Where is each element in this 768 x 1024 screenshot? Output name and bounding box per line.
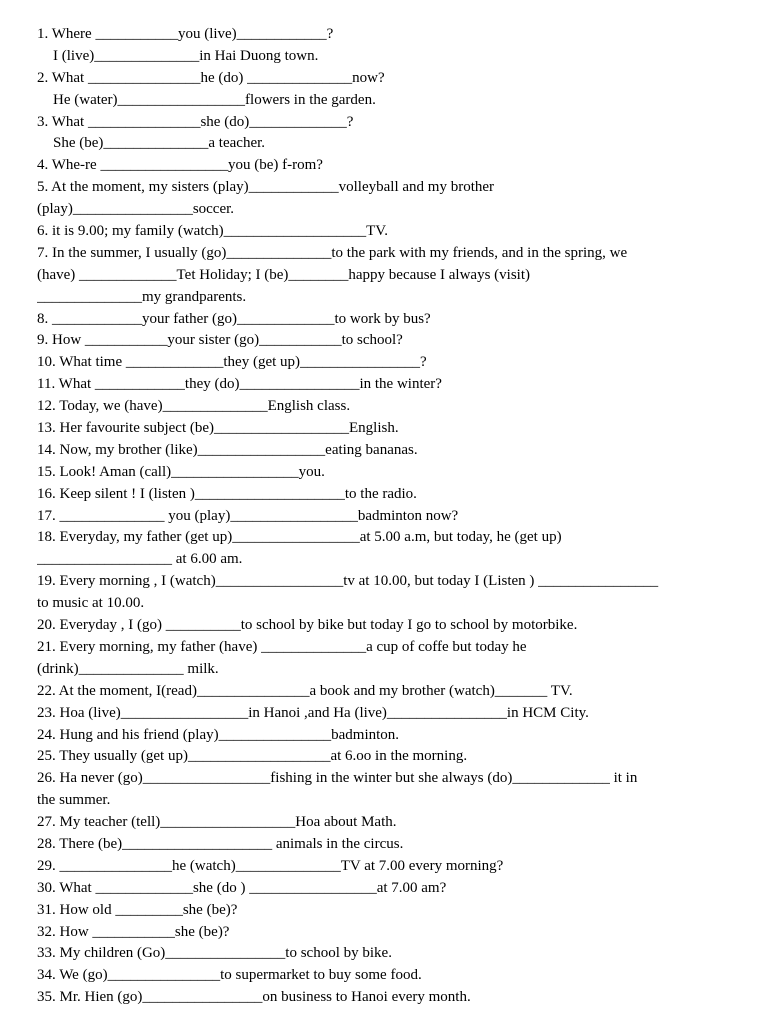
exercise-line: 19. Every morning , I (watch)_________________tv at 10.00, but today I (Listen ) ________________	[37, 573, 659, 590]
exercise-line: 15. Look! Aman (call)_________________you.	[37, 463, 325, 480]
exercise-line: 24. Hung and his friend (play)_______________badminton.	[37, 726, 400, 743]
exercise-line: 11. What ____________they (do)________________in the winter?	[37, 376, 442, 393]
exercise-line: 35. Mr. Hien (go)________________on business to Hanoi every month.	[37, 989, 471, 1006]
exercise-line: 20. Everyday , I (go) __________to school by bike but today I go to school by motorbike.	[37, 617, 578, 634]
exercise-line: 31. How old _________she (be)?	[37, 901, 238, 918]
exercise-line: 22. At the moment, I(read)_______________a book and my brother (watch)_______ TV.	[37, 682, 573, 699]
exercise-line: 32. How ___________she (be)?	[37, 923, 230, 940]
exercise-line: 34. We (go)_______________to supermarket to buy some food.	[37, 967, 422, 984]
exercise-line: 1. Where ___________you (live)____________?	[37, 26, 334, 42]
exercise-line: 18. Everyday, my father (get up)_________________at 5.00 a.m, but today, he (get up)	[37, 529, 562, 546]
exercise-line: the summer.	[37, 792, 111, 809]
exercise-line: 12. Today, we (have)______________English class.	[37, 398, 351, 415]
exercise-line: 21. Every morning, my father (have) ______________a cup of coffe but today he	[37, 638, 527, 655]
exercise-line: 7. In the summer, I usually (go)______________to the park with my friends, and in the spring, we	[37, 244, 628, 261]
answer-line: He (water)_________________flowers in the garden.	[53, 91, 376, 108]
exercise-line: 4. Whe-re _________________you (be) f-rom?	[37, 157, 323, 174]
exercise-line: 28. There (be)____________________ animals in the circus.	[37, 835, 404, 852]
exercise-line: 26. Ha never (go)_________________fishing in the winter but she always (do)_____________ it in	[37, 770, 638, 787]
exercise-line: 23. Hoa (live)_________________in Hanoi ,and Ha (live)________________in HCM City.	[37, 704, 589, 721]
exercise-line: 13. Her favourite subject (be)__________________English.	[37, 420, 399, 437]
exercise-line: 8. ____________your father (go)_____________to work by bus?	[37, 310, 431, 327]
answer-line: She (be)______________a teacher.	[53, 135, 266, 152]
exercise-line: 5. At the moment, my sisters (play)____________volleyball and my brother	[37, 179, 495, 196]
exercise-line: 30. What _____________she (do ) _________________at 7.00 am?	[37, 879, 447, 896]
exercise-line: 9. How ___________your sister (go)___________to school?	[37, 332, 403, 349]
exercise-list	[37, 24, 737, 1009]
exercise-line: 10. What time _____________they (get up)________________?	[37, 354, 427, 371]
exercise-line: 25. They usually (get up)___________________at 6.oo in the morning.	[37, 748, 468, 765]
exercise-line: 14. Now, my brother (like)_________________eating bananas.	[37, 441, 418, 458]
exercise-line: ______________my grandparents.	[37, 288, 247, 305]
exercise-line: 3. What _______________she (do)_____________?	[37, 113, 354, 130]
exercise-line: 16. Keep silent ! I (listen )____________________to the radio.	[37, 485, 417, 502]
exercise-line: 27. My teacher (tell)__________________Hoa about Math.	[37, 814, 397, 831]
exercise-line: __________________ at 6.00 am.	[37, 551, 243, 568]
exercise-line: (play)________________soccer.	[37, 201, 235, 218]
exercise-line: 2. What _______________he (do) ______________now?	[37, 69, 385, 86]
exercise-line: (have) _____________Tet Holiday; I (be)________happy because I always (visit)	[37, 266, 530, 283]
exercise-line: 29. _______________he (watch)______________TV at 7.00 every morning?	[37, 857, 504, 874]
exercise-line: 17. ______________ you (play)_________________badminton now?	[37, 507, 459, 524]
exercise-line: 33. My children (Go)________________to school by bike.	[37, 945, 392, 962]
answer-line: I (live)______________in Hai Duong town.	[53, 47, 319, 64]
exercise-line: 6. it is 9.00; my family (watch)___________________TV.	[37, 223, 388, 240]
exercise-line: to music at 10.00.	[37, 595, 145, 612]
exercise-line: (drink)______________ milk.	[37, 660, 219, 677]
